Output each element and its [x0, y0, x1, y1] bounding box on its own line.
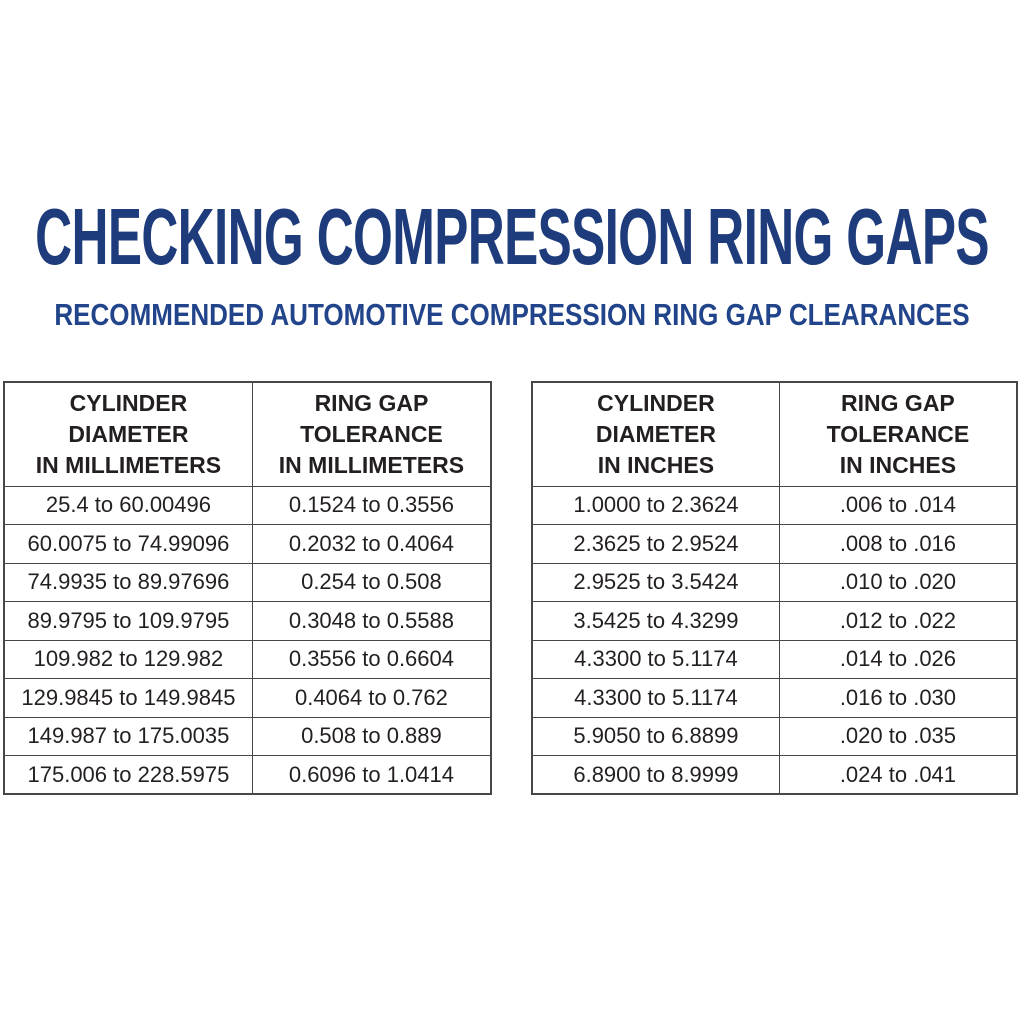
- table-row: [532, 563, 1017, 602]
- header-line: IN MILLIMETERS: [35, 451, 222, 478]
- header-line: CYLINDER: [597, 389, 715, 416]
- table-row: [532, 717, 1017, 756]
- ring-gap-tolerance-cell: 0.6096 to 1.0414: [252, 756, 491, 795]
- ring-gap-tolerance-cell: 0.3048 to 0.5588: [252, 602, 491, 641]
- cylinder-diameter-cell: 4.3300 to 5.1174: [532, 679, 779, 718]
- ring-gap-tolerance-cell: .014 to .026: [779, 640, 1017, 679]
- ring-gap-tolerance-cell: .008 to .016: [779, 525, 1017, 564]
- header-line: CYLINDER: [69, 389, 188, 416]
- cylinder-diameter-cell: 6.8900 to 8.9999: [532, 756, 779, 795]
- header-line: TOLERANCE: [300, 420, 443, 447]
- table-row: [532, 756, 1017, 795]
- cylinder-diameter-cell: 2.3625 to 2.9524: [532, 525, 779, 564]
- mm-ring-gap-tolerance-header: [252, 382, 491, 486]
- table-row: [532, 679, 1017, 718]
- cylinder-diameter-cell: 1.0000 to 2.3624: [532, 486, 779, 525]
- table-row: [4, 525, 491, 564]
- header-line: RING GAP: [841, 389, 955, 416]
- header-line: DIAMETER: [595, 420, 716, 447]
- table-row: [532, 486, 1017, 525]
- cylinder-diameter-cell: 149.987 to 175.0035: [4, 717, 252, 756]
- cylinder-diameter-cell: 4.3300 to 5.1174: [532, 640, 779, 679]
- header-line: RING GAP: [314, 389, 429, 416]
- table-row: [4, 756, 491, 795]
- mm-spec-table: [3, 381, 492, 795]
- table-row: [532, 640, 1017, 679]
- header-line: DIAMETER: [68, 420, 189, 447]
- ring-gap-tolerance-cell: 0.4064 to 0.762: [252, 679, 491, 718]
- cylinder-diameter-cell: 129.9845 to 149.9845: [4, 679, 252, 718]
- table-row: [4, 602, 491, 641]
- ring-gap-tolerance-cell: .024 to .041: [779, 756, 1017, 795]
- header-line: TOLERANCE: [826, 420, 970, 447]
- cylinder-diameter-cell: 2.9525 to 3.5424: [532, 563, 779, 602]
- table-row: [4, 563, 491, 602]
- ring-gap-tolerance-cell: 0.254 to 0.508: [252, 563, 491, 602]
- page-title: CHECKING COMPRESSION RING GAPS: [35, 192, 989, 281]
- header-line: IN INCHES: [597, 451, 715, 478]
- cylinder-diameter-cell: 89.9795 to 109.9795: [4, 602, 252, 641]
- table-row: [532, 602, 1017, 641]
- page-subtitle: RECOMMENDED AUTOMOTIVE COMPRESSION RING GAP CLEARANCES: [54, 297, 970, 332]
- ring-gap-tolerance-cell: .010 to .020: [779, 563, 1017, 602]
- ring-gap-tolerance-cell: 0.3556 to 0.6604: [252, 640, 491, 679]
- inches-spec-table: [531, 381, 1018, 795]
- ring-gap-tolerance-cell: .006 to .014: [779, 486, 1017, 525]
- cylinder-diameter-cell: 25.4 to 60.00496: [4, 486, 252, 525]
- mm-cylinder-diameter-header: [4, 382, 252, 486]
- ring-gap-tolerance-cell: .012 to .022: [779, 602, 1017, 641]
- ring-gap-tolerance-cell: 0.2032 to 0.4064: [252, 525, 491, 564]
- table-row: [4, 679, 491, 718]
- cylinder-diameter-cell: 60.0075 to 74.99096: [4, 525, 252, 564]
- inches-ring-gap-tolerance-header: [779, 382, 1017, 486]
- cylinder-diameter-cell: 109.982 to 129.982: [4, 640, 252, 679]
- cylinder-diameter-cell: 5.9050 to 6.8899: [532, 717, 779, 756]
- mm-header-row: [4, 382, 491, 486]
- cylinder-diameter-cell: 3.5425 to 4.3299: [532, 602, 779, 641]
- ring-gap-tolerance-cell: .016 to .030: [779, 679, 1017, 718]
- cylinder-diameter-cell: 175.006 to 228.5975: [4, 756, 252, 795]
- inches-cylinder-diameter-header: [532, 382, 779, 486]
- ring-gap-tolerance-cell: 0.1524 to 0.3556: [252, 486, 491, 525]
- table-row: [4, 640, 491, 679]
- inches-header-row: [532, 382, 1017, 486]
- header-line: IN MILLIMETERS: [278, 451, 465, 478]
- cylinder-diameter-cell: 74.9935 to 89.97696: [4, 563, 252, 602]
- header-line: IN INCHES: [839, 451, 957, 478]
- ring-gap-tolerance-cell: 0.508 to 0.889: [252, 717, 491, 756]
- table-row: [4, 486, 491, 525]
- table-row: [532, 525, 1017, 564]
- ring-gap-tolerance-cell: .020 to .035: [779, 717, 1017, 756]
- table-row: [4, 717, 491, 756]
